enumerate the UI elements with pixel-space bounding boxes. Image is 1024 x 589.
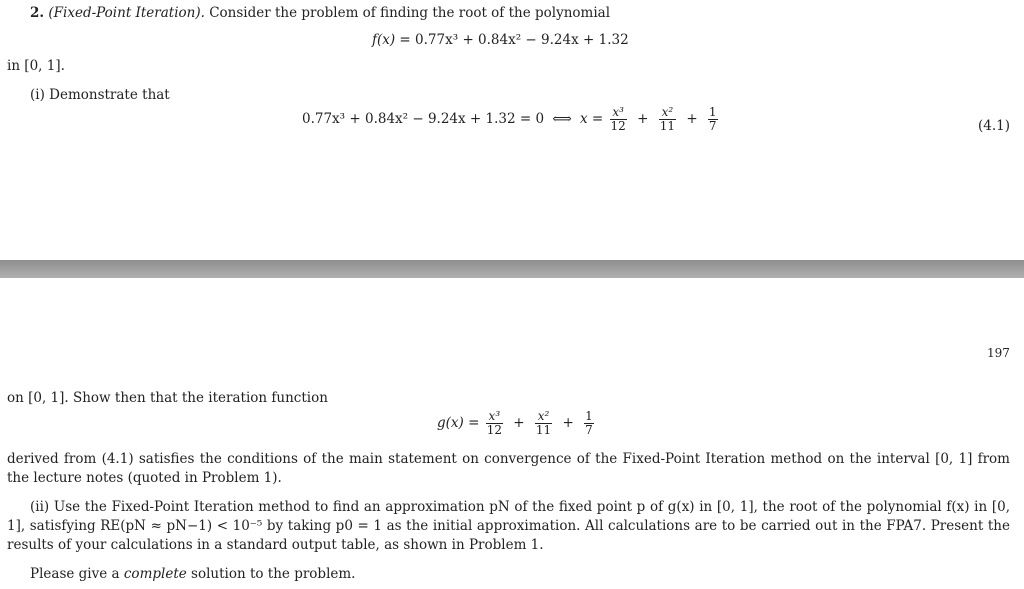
fraction-x2-11	[659, 106, 676, 132]
iteration-function-equation	[437, 410, 596, 436]
part-ii-paragraph: (ii) Use the Fixed-Point Iteration method to find an approximation pN of the fixed point p of g(x) in [0, 1], the root of the polynomial f(x) in [0, 1], satisfying RE(pN ≈ pN−1) < 10⁻⁵ by taking p0 = 1 as the initial approximation. All calculations are to be carried out in the FPA7. Present the results of your calculations in a standard output table, as shown in Problem 1.	[7, 499, 1010, 553]
plus-sign: +	[637, 111, 649, 128]
poly-term-2: + 0.84x²	[462, 32, 522, 48]
fraction-denominator: 7	[585, 422, 593, 437]
poly-lhs: f(x) =	[372, 32, 411, 48]
poly-term-4: + 1.32	[583, 32, 629, 48]
page-break-divider	[0, 260, 1024, 278]
problem-number: 2.	[30, 5, 45, 21]
polynomial-equation	[372, 32, 629, 48]
continuation-line: on [0, 1]. Show then that the iteration function	[7, 390, 328, 406]
equation-4-1	[302, 106, 720, 132]
page-number: 197	[987, 346, 1010, 360]
fraction-numerator: x²	[659, 106, 676, 120]
eq41-x: x =	[580, 111, 604, 128]
fraction-denominator: 11	[659, 118, 676, 133]
fraction-x2-11	[535, 410, 552, 436]
plus-sign: +	[513, 415, 525, 432]
part-i-heading: (i) Demonstrate that	[30, 87, 170, 103]
equation-number: (4.1)	[978, 118, 1011, 134]
eq41-lhs: 0.77x³ + 0.84x² − 9.24x + 1.32 = 0	[302, 111, 545, 128]
closing-line	[30, 566, 355, 582]
fraction-numerator: x³	[610, 106, 627, 120]
interval-line: in [0, 1].	[7, 58, 65, 74]
fraction-denominator: 11	[535, 422, 552, 437]
problem-header	[30, 5, 610, 21]
fraction-numerator: 1	[708, 105, 717, 119]
fraction-x3-12	[486, 410, 503, 436]
closing-emphasis: complete	[123, 566, 187, 582]
g-lhs: g(x) =	[437, 415, 480, 432]
iff-symbol: ⟺	[552, 111, 572, 128]
fraction-x3-12	[610, 106, 627, 132]
fraction-denominator: 12	[610, 118, 626, 133]
fraction-numerator: x³	[486, 410, 503, 424]
closing-post: solution to the problem.	[191, 566, 356, 582]
problem-intro: Consider the problem of finding the root of the polynomial	[209, 5, 611, 21]
derived-paragraph: derived from (4.1) satisfies the conditions of the main statement on convergence of the Fixed-Point Iteration method on the interval [0, 1] from the lecture notes (quoted in Problem 1).	[7, 451, 1010, 486]
closing-pre: Please give a	[30, 566, 120, 582]
plus-sign: +	[686, 111, 698, 128]
problem-title: (Fixed-Point Iteration).	[48, 5, 205, 21]
fraction-numerator: 1	[585, 409, 593, 423]
poly-term-3: − 9.24x	[525, 32, 579, 48]
fraction-denominator: 7	[708, 118, 717, 133]
poly-term-1: 0.77x³	[415, 32, 459, 48]
fraction-denominator: 12	[486, 422, 502, 437]
fraction-1-7	[708, 106, 718, 132]
plus-sign: +	[562, 415, 574, 432]
fraction-numerator: x²	[535, 410, 552, 424]
fraction-1-7	[584, 410, 594, 436]
